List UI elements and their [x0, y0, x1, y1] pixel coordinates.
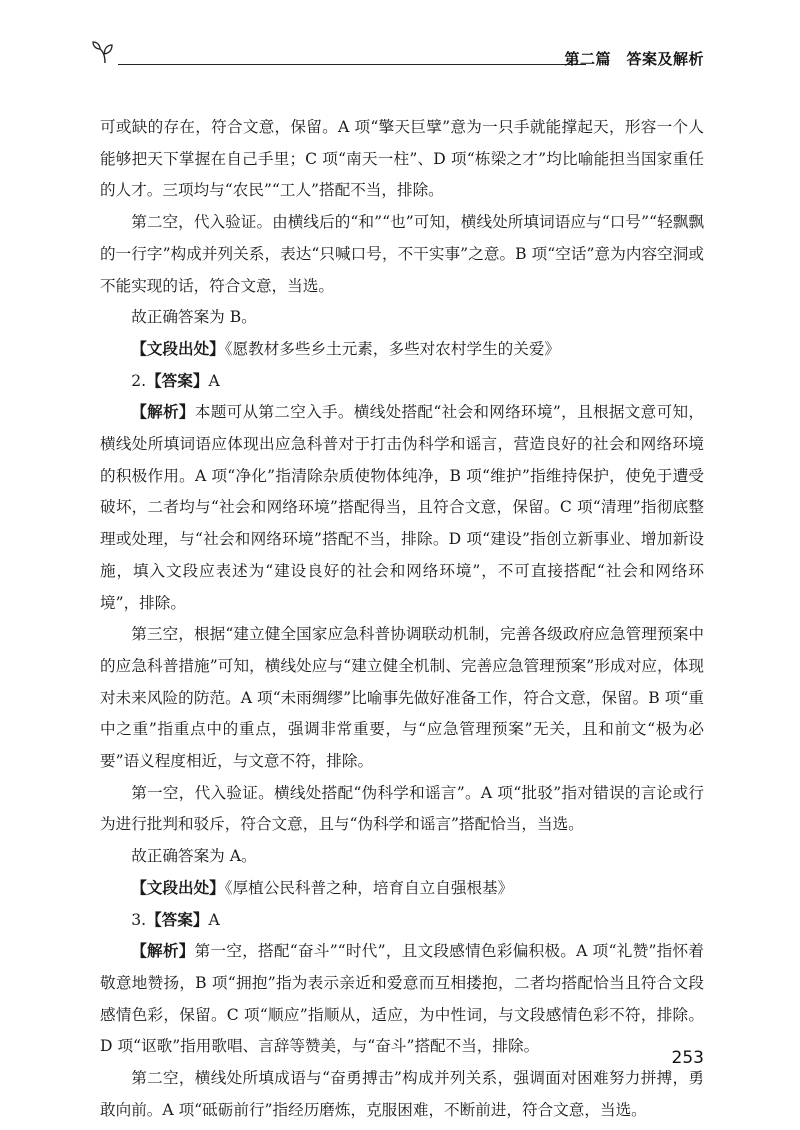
- paragraph: [100, 207, 704, 302]
- paragraph: [100, 905, 704, 937]
- page-body: [100, 112, 704, 1127]
- question-number: 2.: [131, 371, 147, 390]
- paragraph-text: 第三空，根据“建立健全国家应急科普协调联动机制，完善各级政府应急管理预案中的应急科普措施”可知，横线处应与“建立健全机制、完善应急管理预案”形成对应，体现对未来风险的防范。A 项“未雨绸缪”比喻事先做好准备工作，符合文意，保留。B 项“重中之重”指重点中的重点，强调非常重要，与“应急管理预案”无关，且和前文“极为必要”语义程度相近，与文意不符，排除。: [100, 625, 704, 771]
- paragraph: [100, 1063, 704, 1126]
- paragraph-text: 故正确答案为 A。: [131, 847, 257, 866]
- paragraph-text: A: [208, 910, 220, 929]
- paragraph-text: 第二空，横线处所填成语与“奋勇搏击”构成并列关系，强调面对困难努力拼搏，勇敢向前。A 项“砥砺前行”指经历磨炼，克服困难，不断前进，符合文意，当选。: [100, 1069, 704, 1119]
- paragraph-text: 《厚植公民科普之种，培育自立自强根基》: [224, 878, 514, 897]
- paragraph: [100, 873, 704, 905]
- paragraph-text: 第一空，代入验证。横线处搭配“伪科学和谣言”。A 项“批驳”指对错误的言论或行为进行批判和驳斥，符合文意，且与“伪科学和谣言”搭配恰当，当选。: [100, 783, 704, 834]
- paragraph: [100, 619, 704, 778]
- paragraph-text: 本题可从第二空入手。横线处搭配“社会和网络环境”，且根据文意可知，横线处所填词语应体现出应急科普对于打击伪科学和谣言，营造良好的社会和网络环境的积极作用。A 项“净化”指清除杂质使物体纯净，B 项“维护”指维持保护，使免于遭受破坏，二者均与“社会和网络环境”搭配得当，且符合文意，保留。C 项“清理”指彻底整理或处理，与“社会和网络环境”搭配不当，排除。D 项“建设”指创立新事业、增加新设施，填入文段应表述为“建设良好的社会和网络环境”，不可直接搭配“社会和网络环境”，排除。: [100, 403, 704, 612]
- question-number: 3.: [131, 910, 147, 929]
- sprout-icon: [92, 40, 118, 64]
- section-label: 【答案】: [146, 910, 209, 929]
- section-label: 【解析】: [131, 942, 195, 961]
- running-header: [92, 40, 704, 70]
- paragraph: [100, 366, 704, 398]
- header-rule: [118, 64, 586, 65]
- page-number: 253: [671, 1048, 704, 1068]
- paragraph: [100, 841, 704, 873]
- paragraph-text: 故正确答案为 B。: [131, 308, 257, 327]
- header-title: 第二篇 答案及解析: [564, 50, 704, 68]
- paragraph-text: 《愿教材多些乡土元素，多些对农村学生的关爱》: [224, 339, 561, 358]
- paragraph-text: 第二空，代入验证。由横线后的“和”“也”可知，横线处所填词语应与“口号”“轻飘飘的一行字”构成并列关系，表达“只喊口号，不干实事”之意。B 项“空话”意为内容空洞或不能实现的话，符合文意，当选。: [100, 213, 704, 295]
- paragraph: [100, 397, 704, 619]
- section-label: 【答案】: [146, 371, 209, 390]
- paragraph-text: 可或缺的存在，符合文意，保留。A 项“擎天巨擘”意为一只手就能撑起天，形容一个人能够把天下掌握在自己手里；C 项“南天一柱”、D 项“栋梁之才”均比喻能担当国家重任的人才。三项均与“农民”“工人”搭配不当，排除。: [100, 118, 704, 200]
- paragraph: [100, 302, 704, 334]
- paragraph: [100, 334, 704, 366]
- paragraph: [100, 936, 704, 1063]
- section-label: 【解析】: [131, 403, 195, 422]
- paragraph: [100, 112, 704, 207]
- section-label: 【文段出处】: [131, 878, 225, 897]
- paragraph: [100, 778, 704, 841]
- paragraph-text: A: [208, 371, 220, 390]
- paragraph-text: 第一空，搭配“奋斗”“时代”，且文段感情色彩偏积极。A 项“礼赞”指怀着敬意地赞扬，B 项“拥抱”指为表示亲近和爱意而互相搂抱，二者均搭配恰当且符合文段感情色彩，保留。C 项“顺应”指顺从，适应，为中性词，与文段感情色彩不符，排除。D 项“讴歌”指用歌唱、言辞等赞美，与“奋斗”搭配不当，排除。: [100, 942, 704, 1056]
- section-label: 【文段出处】: [131, 339, 225, 358]
